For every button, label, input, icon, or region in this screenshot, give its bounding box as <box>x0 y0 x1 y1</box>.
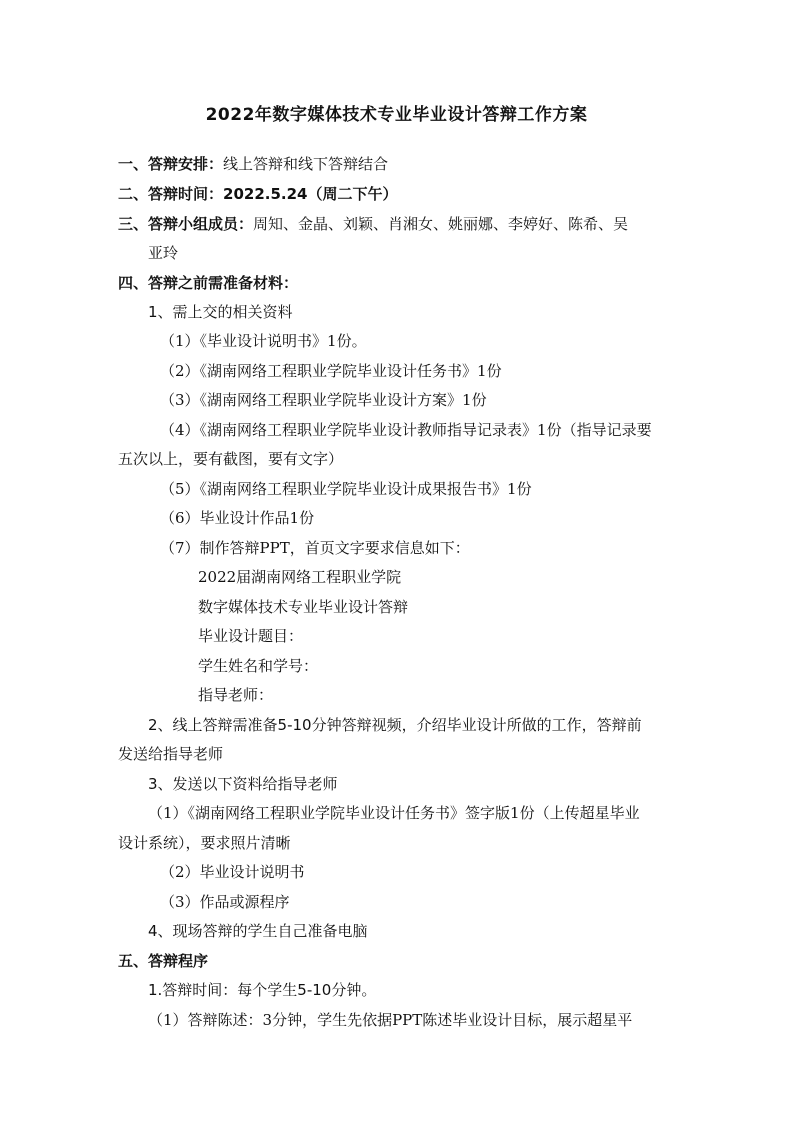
page-title: 2022年数字媒体技术专业毕业设计答辩工作方案 <box>205 105 588 125</box>
material-3-heading: 3、发送以下资料给指导老师 <box>148 775 338 793</box>
material-1-item: （1）《毕业设计说明书》1份。 <box>160 332 367 350</box>
section-2-text: 2022.5.24（周二下午） <box>223 185 398 203</box>
material-1-item: （2）《湖南网络工程职业学院毕业设计任务书》1份 <box>160 362 502 380</box>
ppt-line: 学生姓名和学号： <box>198 657 319 675</box>
material-2: 2、线上答辩需准备5-10分钟答辩视频，介绍毕业设计所做的工作，答辩前 <box>148 716 642 734</box>
section-3-text: 周知、金晶、刘颖、肖湘女、姚丽娜、李婷好、陈希、吴 <box>253 215 629 233</box>
material-1-heading: 1、需上交的相关资料 <box>148 303 293 321</box>
section-2-label: 二、答辩时间： <box>118 185 224 203</box>
section-3-label: 三、答辩小组成员： <box>118 215 254 233</box>
procedure-1-item: （1）答辩陈述：3分钟，学生先依据PPT陈述毕业设计目标，展示超星平 <box>148 1011 633 1029</box>
section-1-label: 一、答辩安排： <box>118 155 224 173</box>
section-4-label: 四、答辩之前需准备材料： <box>118 274 299 292</box>
procedure-1: 1.答辩时间：每个学生5-10分钟。 <box>148 981 377 999</box>
section-3-continuation: 亚玲 <box>148 244 179 262</box>
material-3-item: （3）作品或源程序 <box>160 893 290 911</box>
material-3-item-continuation: 设计系统），要求照片清晰 <box>118 834 291 852</box>
ppt-line: 2022届湖南网络工程职业学院 <box>198 568 402 586</box>
material-3-item: （2）毕业设计说明书 <box>160 863 305 881</box>
material-1-item: （3）《湖南网络工程职业学院毕业设计方案》1份 <box>160 391 487 409</box>
material-1-item: （5）《湖南网络工程职业学院毕业设计成果报告书》1份 <box>160 480 532 498</box>
section-2 <box>118 183 397 205</box>
material-1-item-continuation: 五次以上，要有截图，要有文字） <box>118 450 344 468</box>
material-2-continuation: 发送给指导老师 <box>118 745 224 763</box>
material-1-item: （7）制作答辩PPT，首页文字要求信息如下： <box>160 539 470 557</box>
material-1-item: （6）毕业设计作品1份 <box>160 509 315 527</box>
section-1 <box>118 153 388 175</box>
section-3 <box>118 213 628 235</box>
ppt-line: 毕业设计题目： <box>198 627 304 645</box>
material-4: 4、现场答辩的学生自己准备电脑 <box>148 922 368 940</box>
material-3-item: （1）《湖南网络工程职业学院毕业设计任务书》签字版1份（上传超星毕业 <box>148 804 640 822</box>
ppt-line: 数字媒体技术专业毕业设计答辩 <box>198 598 409 616</box>
section-5-label: 五、答辩程序 <box>118 952 209 970</box>
material-1-item: （4）《湖南网络工程职业学院毕业设计教师指导记录表》1份（指导记录要 <box>160 421 652 439</box>
ppt-line: 指导老师： <box>198 686 274 704</box>
section-1-text: 线上答辩和线下答辩结合 <box>223 155 389 173</box>
